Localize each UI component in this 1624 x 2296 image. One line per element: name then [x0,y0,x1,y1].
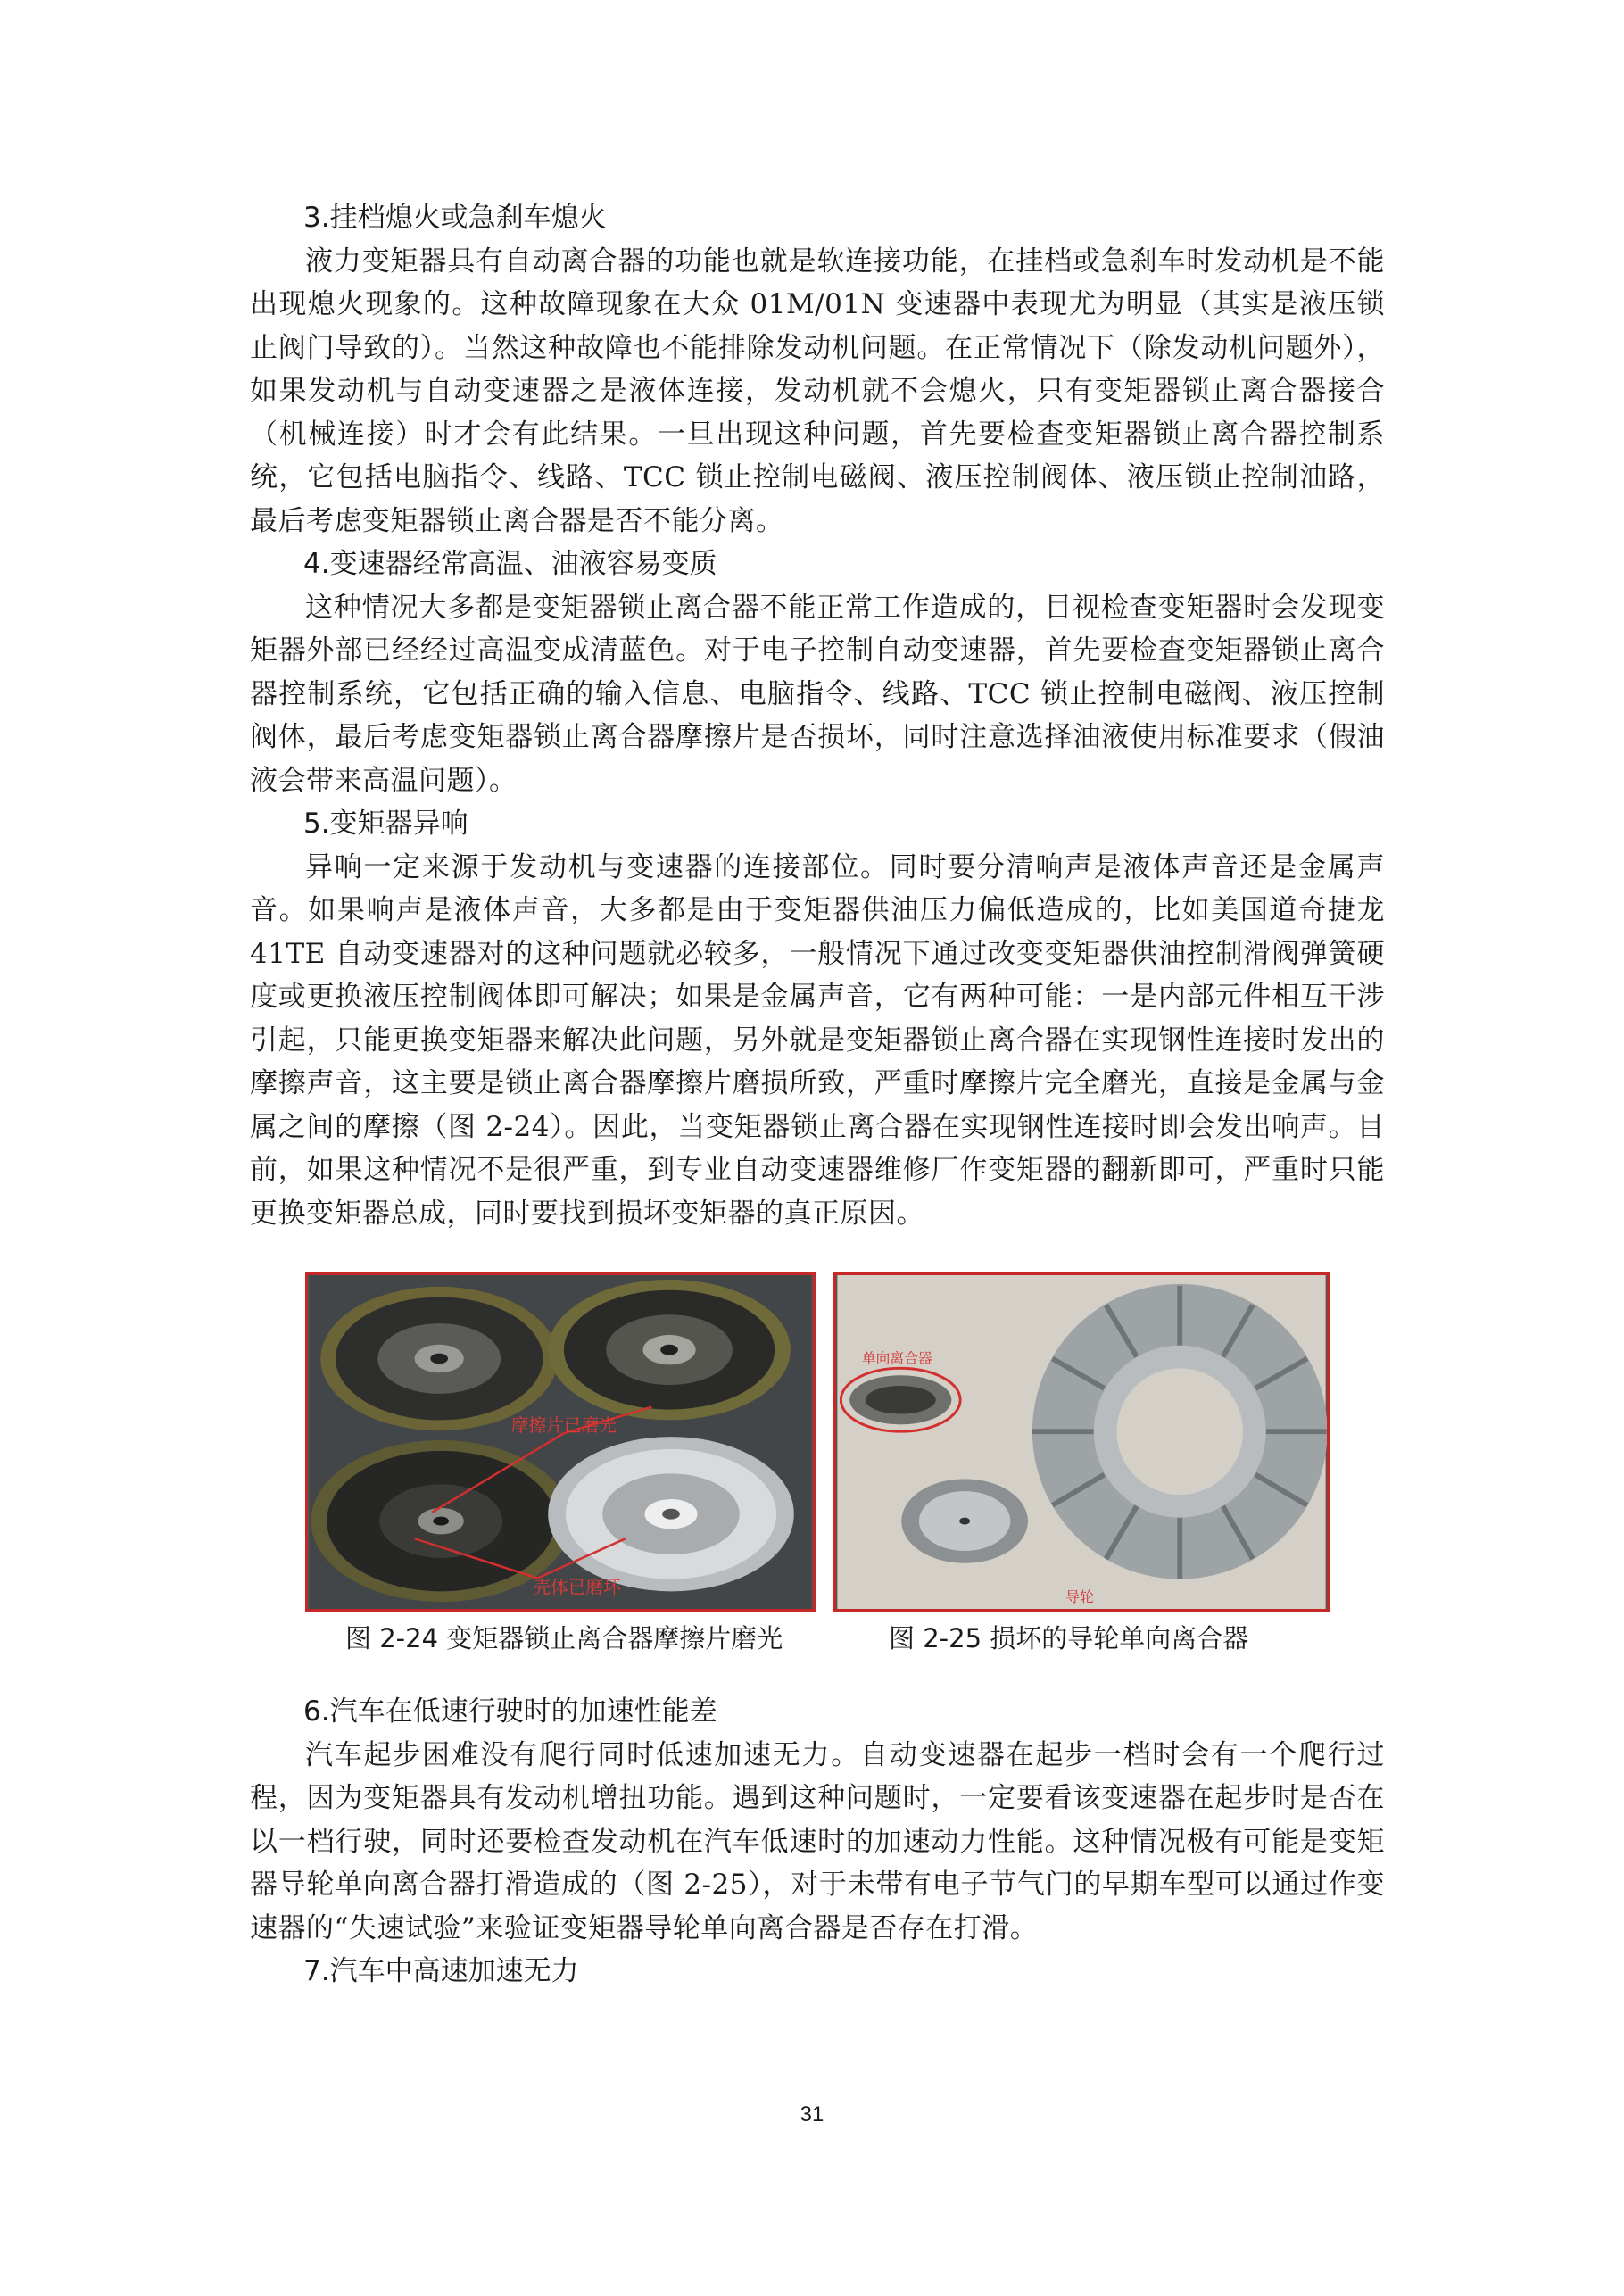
figure-2-24-caption: 图 2-24 变矩器锁止离合器摩擦片磨光 [345,1623,783,1654]
section-5-paragraph: 异响一定来源于发动机与变速器的连接部位。同时要分清响声是液体声音还是金属声音。如果响声是液体声音，大多都是由于变矩器供油压力偏低造成的，比如美国道奇捷龙 41TE 自动变速器对的这种问题就必较多，一般情况下通过改变变矩器供油控制滑阀弹簧硬度或更换液压控制阀体即可解决；如果是金属声音，它有两种可能：一是内部元件相互干涉引起，只能更换变矩器来解决此问题，另外就是变矩器锁止离合器在实现钢性连接时发出的摩擦声音，这主要是锁止离合器摩擦片磨损所致，严重时摩擦片完全磨光，直接是金属与金属之间的摩擦（图 2-24）。因此，当变矩器锁止离合器在实现钢性连接时即会发出响声。目前，如果这种情况不是很严重，到专业自动变速器维修厂作变矩器的翻新即可，严重时只能更换变矩器总成，同时要找到损坏变矩器的真正原因。 [250,850,1385,1230]
section-6-paragraph: 汽车起步困难没有爬行同时低速加速无力。自动变速器在起步一档时会有一个爬行过程，因为变矩器具有发动机增扭功能。遇到这种问题时，一定要看该变速器在起步时是否在以一档行驶，同时还要检查发动机在汽车低速时的加速动力性能。这种情况极有可能是变矩器导轮单向离合器打滑造成的（图 2-25），对于未带有电子节气门的早期车型可以通过作变速器的“失速试验”来验证变矩器导轮单向离合器是否存在打滑。 [250,1738,1385,1944]
worn-friction-plates-photo [305,1272,816,1612]
page-number: 31 [800,2102,824,2126]
label-stator: 导轮 [1065,1588,1094,1606]
figure-2-25 [833,1272,1330,1654]
damaged-stator-clutch-photo [833,1272,1330,1612]
section-3-heading: 3.挂档熄火或急刹车熄火 [303,202,607,234]
figures-row [250,1272,1385,1654]
section-3-paragraph: 液力变矩器具有自动离合器的功能也就是软连接功能，在挂档或急刹车时发动机是不能出现熄火现象的。这种故障现象在大众 01M/01N 变速器中表现尤为明显（其实是液压锁止阀门导致的）。当然这种故障也不能排除发动机问题。在正常情况下（除发动机问题外），如果发动机与自动变速器之是液体连接，发动机就不会熄火，只有变矩器锁止离合器接合（机械连接）时才会有此结果。一旦出现这种问题，首先要检查变矩器锁止离合器控制系统，它包括电脑指令、线路、TCC 锁止控制电磁阀、液压控制阀体、液压锁止控制油路，最后考虑变矩器锁止离合器是否不能分离。 [250,245,1385,537]
label-one-way-clutch: 单向离合器 [861,1349,932,1367]
figure-2-24 [305,1272,816,1654]
figure-2-25-caption: 图 2-25 损坏的导轮单向离合器 [889,1623,1249,1654]
label-worn-plate: 摩擦片已磨光 [510,1415,617,1437]
label-damaged-shell: 壳体已磨坏 [533,1577,621,1598]
section-7-heading: 7.汽车中高速加速无力 [303,1955,579,1987]
page-body [250,196,1385,1993]
section-4-heading: 4.变速器经常高温、油液容易变质 [303,548,717,580]
section-6-heading: 6.汽车在低速行驶时的加速性能差 [303,1695,717,1728]
section-5-heading: 5.变矩器异响 [303,808,468,840]
section-4-paragraph: 这种情况大多都是变矩器锁止离合器不能正常工作造成的，目视检查变矩器时会发现变矩器外部已经经过高温变成清蓝色。对于电子控制自动变速器，首先要检查变矩器锁止离合器控制系统，它包括正确的输入信息、电脑指令、线路、TCC 锁止控制电磁阀、液压控制阀体，最后考虑变矩器锁止离合器摩擦片是否损坏，同时注意选择油液使用标准要求（假油液会带来高温问题）。 [250,591,1385,797]
